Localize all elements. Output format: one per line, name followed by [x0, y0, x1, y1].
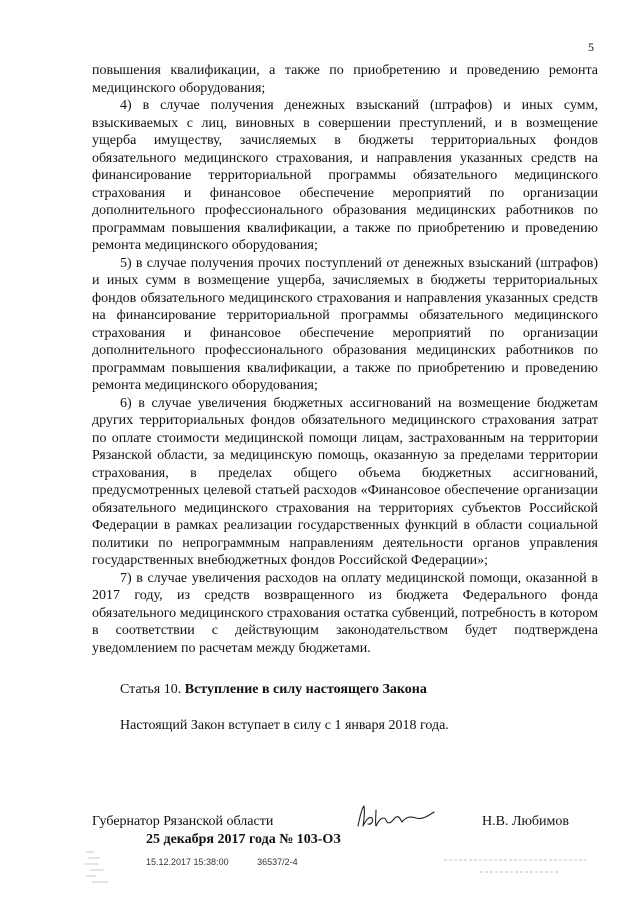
enactment-text: Настоящий Закон вступает в силу с 1 января 2018 года. — [120, 717, 449, 733]
registration-datetime: 15.12.2017 15:38:00 — [146, 857, 229, 867]
article-heading — [92, 681, 598, 699]
paragraph-item-4: 4) в случае получения денежных взысканий (штрафов) и иных сумм, взыскиваемых с лиц, виновных в совершении преступлений, и в возмещение ущерба имуществу, зачисляемых в бюджеты территориальных фондов обязательного медицинского страхования, и направления указанных средств на финансирование территориальной программы обязательного медицинского страхования и финансовое обеспечение мероприятий по организации дополнительного профессионального образования медицинских работников по программам повышения квалификации, а также по приобретению и проведению ремонта медицинского оборудования; — [92, 98, 598, 253]
governor-name: Н.В. Любимов — [482, 814, 569, 829]
registration-number: 36537/2-4 — [257, 857, 298, 867]
faint-stamp-mark — [80, 846, 114, 886]
article-number: Статья 10. — [120, 682, 182, 697]
law-body — [92, 62, 598, 734]
paragraph-item-6: 6) в случае увеличения бюджетных ассигнований на возмещение бюджетам других территориальных фондов обязательного медицинского страхования затрат по оплате стоимости медицинской помощи лицам, застрахованным на территории Рязанской области, за медицинскую помощь, оказанную за пределами территории страхования, в пределах общего объема бюджетных ассигнований, предусмотренных целевой статьей расходов «Финансовое обеспечение организации обязательного медицинского страхования на территориях субъектов Российской Федерации в рамках реализации государственных функций в области социальной политики по непрограммным направлениям деятельности органов управления государственных внебюджетных фондов Российской Федерации»; — [92, 395, 598, 568]
article-title: Вступление в силу настоящего Закона — [184, 682, 427, 697]
faint-registry-stamp — [440, 852, 590, 880]
paragraph-item-5: 5) в случае получения прочих поступлений от денежных взысканий (штрафов) и иных сумм в возмещение ущерба, зачисляемых в бюджеты территориальных фондов обязательного медицинского страхования и направления указанных средств на финансирование территориальной программы обязательного медицинского страхования и финансовое обеспечение мероприятий по организации дополнительного профессионального образования медицинских работников по программам повышения квалификации, а также по приобретению и проведению ремонта медицинского оборудования; — [92, 255, 598, 393]
paragraph-continuation: повышения квалификации, а также по приобретению и проведению ремонта медицинского оборудования; — [92, 63, 598, 96]
registration-line — [146, 857, 298, 867]
law-date-number: 25 декабря 2017 года № 103-ОЗ — [146, 832, 341, 847]
handwritten-signature — [354, 802, 438, 832]
governor-title: Губернатор Рязанской области — [92, 814, 274, 829]
paragraph-item-7: 7) в случае увеличения расходов на оплату медицинской помощи, оказанной в 2017 году, из средств возвращенного из бюджета Федерального фонда обязательного медицинского страхования остатка субвенций, потребность в котором в соответствии с действующим законодательством будет подтверждена уведомлением по расчетам между бюджетами. — [92, 570, 598, 656]
page-number: 5 — [588, 40, 594, 54]
